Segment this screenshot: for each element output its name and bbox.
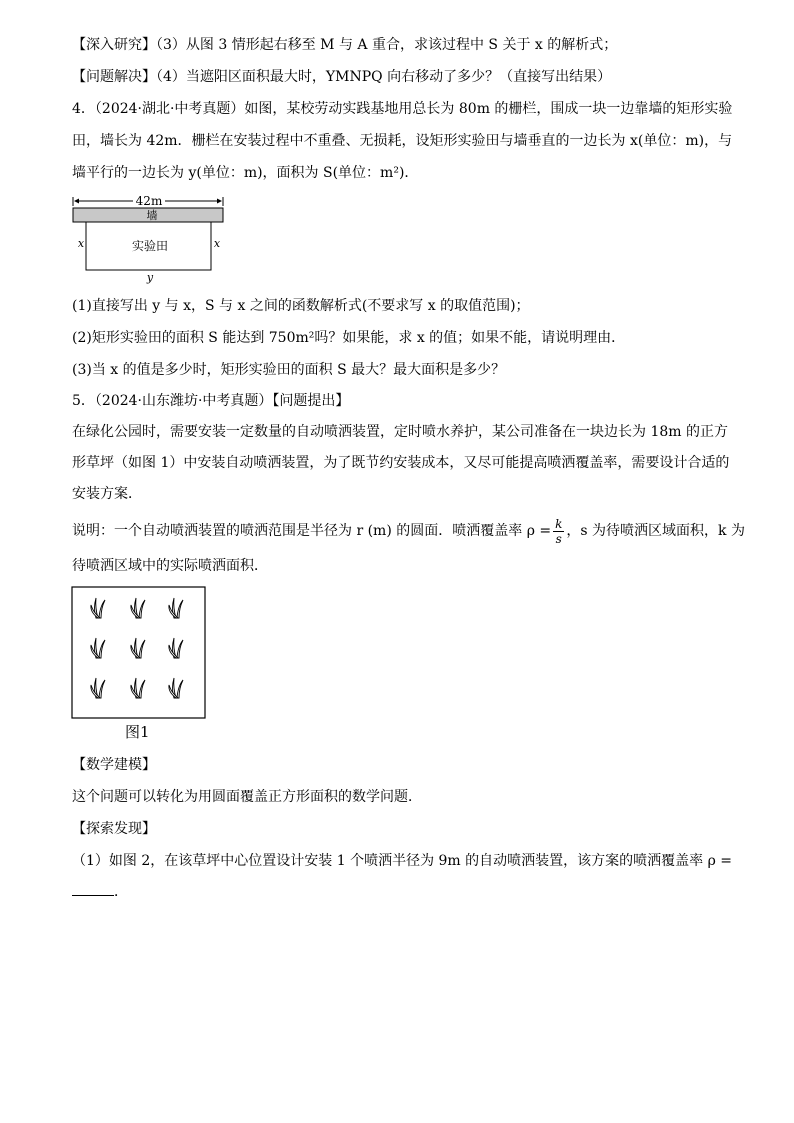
- coverage-fraction: [553, 517, 564, 546]
- left-side-label: x: [77, 237, 85, 250]
- text-line-problem-solve: 【问题解决】（4）当遮阳区面积最大时，YMNPQ 向右移动了多少？（直接写出结果）: [72, 69, 612, 85]
- q4-line-3: 墙平行的一边长为 y(单位：m)，面积为 S(单位：m²)．: [72, 165, 419, 181]
- q5-explanation-a: 说明：一个自动喷洒装置的喷洒范围是半径为 r (m) 的圆面．喷洒覆盖率 ρ =: [72, 523, 552, 539]
- q5-explanation-b: ，s 为待喷洒区域面积，k 为: [566, 523, 745, 539]
- q4-part-2: (2)矩形实验田的面积 S 能达到 750m²吗？如果能，求 x 的值；如果不能，请说明理由．: [72, 330, 626, 346]
- field-label: 实验田: [131, 239, 169, 253]
- modeling-heading: 【数学建模】: [72, 757, 156, 773]
- q4-part-1: (1)直接写出 y 与 x，S 与 x 之间的函数解析式(不要求写 x 的取值范围)；: [72, 298, 530, 314]
- fraction-numerator: k: [555, 516, 563, 531]
- q5-line-3: 形草坪（如图 1）中安装自动喷洒装置，为了既节约安装成本，又尽可能提高喷洒覆盖率，需要设计合适的: [72, 455, 730, 471]
- modeling-text: 这个问题可以转化为用圆面覆盖正方形面积的数学问题．: [72, 789, 422, 805]
- q4-line-1: 4．（2024·湖北·中考真题）如图，某校劳动实践基地用总长为 80m 的栅栏，围成一块一边靠墙的矩形实验: [72, 101, 733, 117]
- bottom-label: y: [146, 271, 154, 284]
- q4-part-3: (3)当 x 的值是多少时，矩形实验田的面积 S 最大？最大面积是多少？: [72, 362, 506, 378]
- lawn-figure-1: [71, 586, 207, 720]
- figure-1-caption: 图1: [125, 723, 150, 741]
- explore-period: ．: [114, 884, 128, 900]
- q5-line-2: 在绿化公园时，需要安装一定数量的自动喷洒装置，定时喷水养护，某公司准备在一块边长为 18m 的正方: [72, 424, 728, 440]
- wall-field-figure: [70, 192, 230, 284]
- q4-line-2: 田，墙长为 42m．栅栏在安装过程中不重叠、无损耗，设矩形实验田与墙垂直的一边长为 x(单位：m)，与: [72, 133, 733, 149]
- right-side-label: x: [213, 237, 221, 250]
- fraction-denominator: s: [555, 531, 562, 546]
- explore-line-1: （1）如图 2，在该草坪中心位置设计安装 1 个喷洒半径为 9m 的自动喷洒装置，该方案的喷洒覆盖率 ρ =: [72, 853, 733, 869]
- wall-width-label: 42m: [135, 194, 163, 208]
- q5-line-1: 5．（2024·山东潍坊·中考真题）【问题提出】: [72, 393, 350, 409]
- explore-heading: 【探索发现】: [72, 821, 156, 837]
- text-line-deep-study: 【深入研究】（3）从图 3 情形起右移至 M 与 A 重合，求该过程中 S 关于 x 的解析式；: [72, 37, 618, 53]
- q5-line-4: 安装方案．: [72, 486, 142, 502]
- explore-line-2: [72, 881, 128, 902]
- q5-explanation-line: [72, 516, 745, 546]
- q5-line-6: 待喷洒区域中的实际喷洒面积．: [72, 558, 268, 574]
- answer-blank[interactable]: [72, 881, 114, 896]
- wall-label: 墙: [146, 209, 158, 222]
